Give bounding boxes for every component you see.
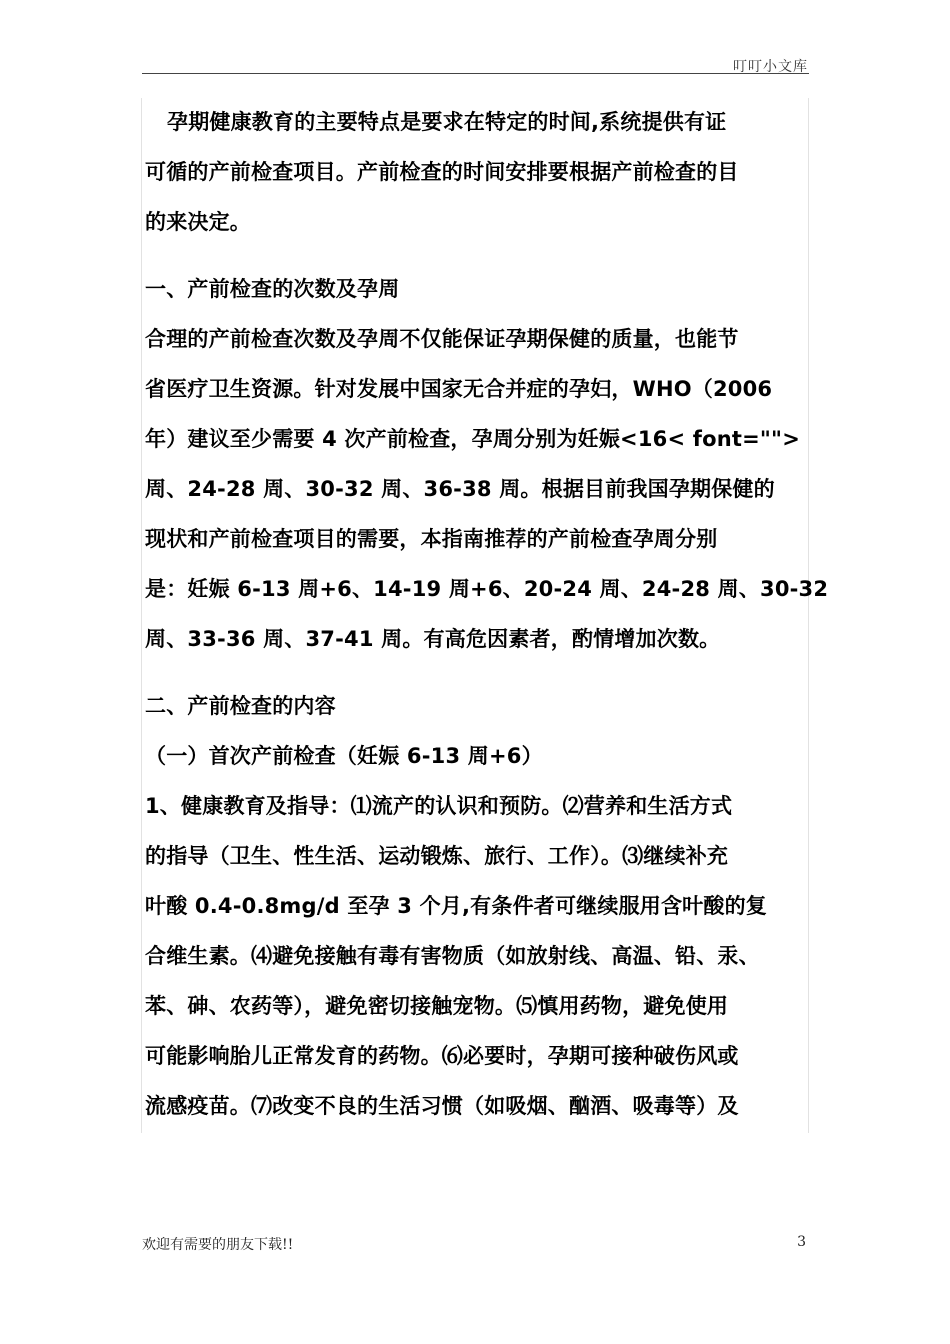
intro-line: 可循的产前检查项目。产前检查的时间安排要根据产前检查的目 (145, 160, 739, 184)
section-visit-count (145, 264, 829, 664)
section-heading: 二、产前检查的内容 (145, 694, 336, 718)
content-frame-left-border (141, 98, 142, 1133)
body-line: 可能影响胎儿正常发育的药物。⑹必要时，孕期可接种破伤风或 (145, 1044, 739, 1068)
paragraph-gap (145, 664, 811, 681)
document-body (145, 97, 829, 1131)
body-line: 合理的产前检查次数及孕周不仅能保证孕期保健的质量，也能节 (145, 327, 739, 351)
intro-line: 的来决定。 (145, 210, 251, 234)
body-line: 是：妊娠 6-13 周+6、14-19 周+6、20-24 周、24-28 周、30-32 (145, 577, 829, 601)
body-line: 周、33-36 周、37-41 周。有高危因素者，酌情增加次数。 (145, 627, 721, 651)
body-line: 周、24-28 周、30-32 周、36-38 周。根据目前我国孕期保健的 (145, 477, 775, 501)
header-divider (142, 73, 809, 74)
footer-note: 欢迎有需要的朋友下载!! (142, 1237, 294, 1253)
body-line: 叶酸 0.4-0.8mg/d 至孕 3 个月,有条件者可继续服用含叶酸的复 (145, 894, 767, 918)
body-line: 的指导（卫生、性生活、运动锻炼、旅行、工作）。⑶继续补充 (145, 844, 729, 868)
site-name: 叮叮小文库 (733, 59, 808, 75)
paragraph-gap (145, 247, 811, 264)
body-line: 1、健康教育及指导：⑴流产的认识和预防。⑵营养和生活方式 (145, 794, 733, 818)
body-line: 年）建议至少需要 4 次产前检查，孕周分别为妊娠<16< font=""> (145, 427, 800, 451)
body-line: 省医疗卫生资源。针对发展中国家无合并症的孕妇，WHO（2006 (145, 377, 773, 401)
intro-line: 孕期健康教育的主要特点是要求在特定的时间,系统提供有证 (167, 110, 727, 134)
page-number: 3 (797, 1234, 806, 1250)
body-line: 流感疫苗。⑺改变不良的生活习惯（如吸烟、酗酒、吸毒等）及 (145, 1094, 739, 1118)
intro-paragraph (145, 97, 811, 247)
subsection-heading: （一）首次产前检查（妊娠 6-13 周+6） (145, 744, 543, 768)
body-line: 合维生素。⑷避免接触有毒有害物质（如放射线、高温、铅、汞、 (145, 944, 760, 968)
section-heading: 一、产前检查的次数及孕周 (145, 277, 400, 301)
body-line: 苯、砷、农药等），避免密切接触宠物。⑸慎用药物，避免使用 (145, 994, 729, 1018)
section-exam-content (145, 681, 811, 1131)
body-line: 现状和产前检查项目的需要，本指南推荐的产前检查孕周分别 (145, 527, 718, 551)
